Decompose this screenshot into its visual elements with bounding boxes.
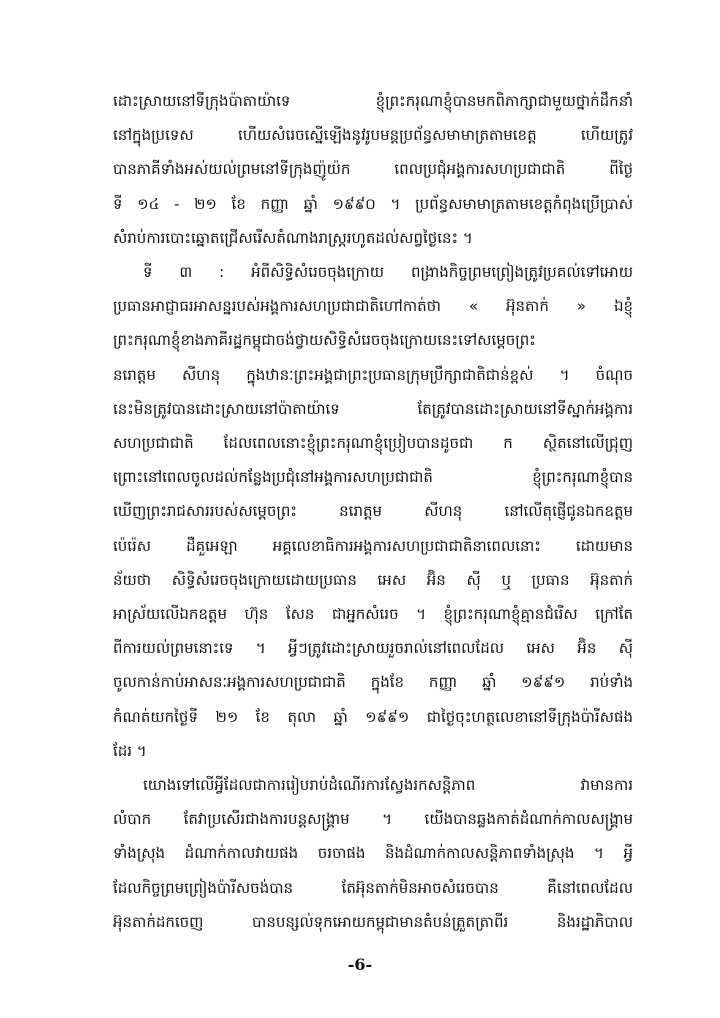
paragraph-3-line: អ៊ុនតាក់ដកចេញ បានបន្សល់ទុកអោយកម្ពុជាមានតំបន់ត្រួតត្រាពីរ និងរដ្ឋាភិបាល (113, 912, 633, 931)
paragraph-2-line: អាស្រ័យលើឯកឧត្តម ហ៊ុន សែន ជាអ្នកសំរេច ។ ខ្ញុំព្រះករុណាខ្ញុំគ្មានជំរើស ក្រៅតែ (113, 605, 633, 623)
paragraph-2-line: ចូលកាន់កាប់អាសនៈអង្គការសហប្រជាជាតិ ក្នុងខែ កញ្ញា ឆ្នាំ ១៩៩១ រាប់ទាំង (113, 673, 633, 692)
paragraph-1-line: បានភាគីទាំងអស់យល់ព្រមនៅទីក្រុងញ៉ូយ៉ក ពេលប្រជុំអង្គការសហប្រជាជាតិ ពីថ្ងៃ (113, 160, 633, 179)
paragraph-3-line: យោងទៅលើអ្វីដែលជាការរៀបរាប់ដំណើរការស្វែងរកសន្តិភាព វាមានការ (143, 776, 633, 794)
paragraph-1-line: នៅក្នុងប្រទេស ហើយសំរេចស្នើឡើងនូវរូបមន្តប្រព័ន្ធសមាមាត្រតាមខេត្ត ហើយត្រូវ (113, 126, 633, 145)
paragraph-3-line: ទាំងស្រុង ដំណាក់កាលវាយផង ចរចាផង និងដំណាក់កាលសន្តិភាពទាំងស្រុង ។ អ្វី (113, 844, 633, 863)
paragraph-2-line: ពីការយល់ព្រមនោះទេ ។ អ្វីៗត្រូវដោះស្រាយរួចរាល់នៅពេលដែល អេស អ៊ិន ស៊ី (113, 639, 633, 658)
paragraph-3-line: ដែលកិច្ចព្រមព្រៀងប៉ារីសចង់បាន តែអ៊ុនតាក់មិនអាចសំរេចបាន គឺនៅពេលដែល (113, 878, 633, 897)
paragraph-2-line: ដែរ ។ (113, 741, 147, 760)
paragraph-3-line: លំបាក តែវាប្រសើរជាងការបន្តសង្គ្រាម ។ យើងបានឆ្លងកាត់ដំណាក់កាលសង្គ្រាម (113, 810, 633, 829)
paragraph-2-line: ព្រះករុណាខ្ញុំខាងភាគីរដ្ឋកម្ពុជាចង់ថ្វាយសិទ្ធិសំរេចចុងក្រោយនេះទៅសម្តេចព្រះ (113, 331, 536, 350)
paragraph-1-line: សំរាប់ការបោះឆ្នោតជ្រើសរើសតំណាងរាស្ត្ររហូតដល់សព្វថ្ងៃនេះ ។ (113, 228, 473, 247)
paragraph-2-line: ប្រធានអាជ្ញាធរអាសន្នរបស់អង្គការសហប្រជាជាតិហៅកាត់ថា « អ៊ុនតាក់ » ឯខ្ញុំ (113, 297, 633, 316)
paragraph-1-line: ទី ១៤ - ២១ ខែ កញ្ញា ឆ្នាំ ១៩៩០ ។ ប្រព័ន្ធសមាមាត្រតាមខេត្តកំពុងប្រើប្រាស់ (113, 194, 633, 213)
paragraph-2-line: ឃើញព្រះរាជសាររបស់សម្តេចព្រះ នរោត្តម សីហនុ នៅលើតុផ្ញើជូនឯកឧត្តម (113, 502, 633, 521)
paragraph-2-line: ន័យថា សិទ្ធិសំរេចចុងក្រោយដោយប្រធាន អេស អ៊ិន ស៊ី ឬ ប្រធាន អ៊ុនតាក់ (113, 570, 633, 589)
paragraph-2-line: នេះមិនត្រូវបានដោះស្រាយនៅប៉ាតាយ៉ាទេ តែត្រូវបានដោះស្រាយនៅទីស្នាក់អង្គការ (113, 399, 633, 418)
paragraph-2-line: ព្រោះនៅពេលចូលដល់កន្លែងប្រជុំនៅអង្គការសហប្រជាជាតិ ខ្ញុំព្រះករុណាខ្ញុំបាន (113, 468, 633, 487)
page-number: -6- (347, 955, 373, 974)
paragraph-2-line: ទី ៣ : អំពីសិទ្ធិសំរេចចុងក្រោយ ពង្រាងកិច្ចព្រមព្រៀងត្រូវប្រគល់ទៅអោយ (143, 263, 633, 281)
paragraph-2-line: នរោត្តម សីហនុ ក្នុងឋានៈព្រះអង្គជាព្រះប្រធានក្រុមប្រឹក្សាជាតិជាន់ខ្ពស់ ។ ចំណុច (113, 365, 633, 384)
paragraph-1-line: ដោះស្រាយនៅទីក្រុងប៉ាតាយ៉ាទេ ខ្ញុំព្រះករុណាខ្ញុំបានមកពិភាក្សាជាមួយថ្នាក់ដឹកនាំ (113, 92, 633, 110)
paragraph-2-line: ប៉េរ៉េស ដឺគួអេឡា អគ្គលេខាធិការអង្គការសហប្រជាជាតិនាពេលនោះ ដោយមាន (113, 536, 633, 555)
paragraph-2-line: កំណត់យកថ្ងៃទី ២១ ខែ តុលា ឆ្នាំ ១៩៩១ ជាថ្ងៃចុះហត្ថលេខានៅទីក្រុងប៉ារីសផង (113, 707, 633, 726)
paragraph-2-line: សហប្រជាជាតិ ដែលពេលនោះខ្ញុំព្រះករុណាខ្ញុំប្រៀបបានដូចជា ក ស្ថិតនៅលើជ្រុញ (113, 434, 633, 452)
